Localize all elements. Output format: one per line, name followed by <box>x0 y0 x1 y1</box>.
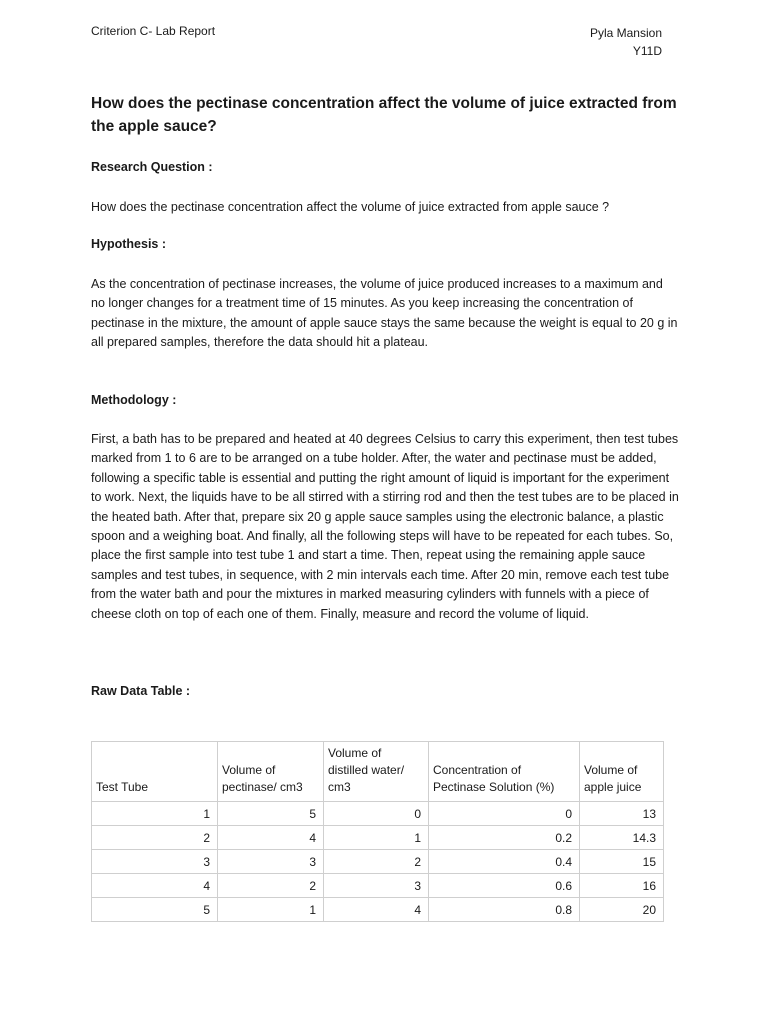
table-cell: 16 <box>580 874 664 898</box>
table-cell: 5 <box>218 802 324 826</box>
table-cell: 2 <box>92 826 218 850</box>
table-row <box>92 874 664 898</box>
table-cell: 0.2 <box>429 826 580 850</box>
hypothesis-heading: Hypothesis : <box>91 237 167 251</box>
header-class: Y11D <box>632 44 662 58</box>
research-question-heading: Research Question : <box>91 160 213 174</box>
table-cell: 0.4 <box>429 850 580 874</box>
header-course: Criterion C- Lab Report <box>91 24 216 38</box>
column-header: Volume of pectinase/ cm3 <box>218 742 324 802</box>
table-header-row <box>92 742 664 802</box>
table-cell: 2 <box>324 850 429 874</box>
table-cell: 14.3 <box>580 826 664 850</box>
table-cell: 1 <box>218 898 324 922</box>
column-header: Volume of apple juice <box>580 742 664 802</box>
column-header: Concentration of Pectinase Solution (%) <box>429 742 580 802</box>
header-author: Pyla Mansion <box>589 26 662 40</box>
table-cell: 3 <box>218 850 324 874</box>
table-cell: 4 <box>92 874 218 898</box>
table-cell: 0.6 <box>429 874 580 898</box>
table-cell: 0 <box>429 802 580 826</box>
column-header: Test Tube <box>92 742 218 802</box>
table-cell: 0 <box>324 802 429 826</box>
methodology-text: First, a bath has to be prepared and heated at 40 degrees Celsius to carry this experiment, then test tubes marked from 1 to 6 are to be arranged on a tube holder. After, the water and pectinase must be added, following a specific table is essential and putting the right amount of liquid is important for the experiment to work. Next, the liquids have to be all stirred with a stirring rod and then the test tubes are to be placed in the heated bath. After that, prepare six 20 g apple sauce samples using the electronic balance, a plastic spoon and a weighing boat. And finally, all the following steps will have to be repeated for each tubes. So, place the first sample into test tube 1 and start a time. Then, repeat using the remaining apple sauce samples and test tubes, in sequence, with 2 min intervals each time. After 20 min, remove each test tube from the water bath and pour the mixtures in marked measuring cylinders with funnels with a piece of cheese cloth on top of each one of them. Finally, measure and record the volume of liquid. <box>91 432 679 621</box>
table-cell: 20 <box>580 898 664 922</box>
table-cell: 5 <box>92 898 218 922</box>
table-row <box>92 802 664 826</box>
research-question-text: How does the pectinase concentration affect the volume of juice extracted from apple sauce ? <box>91 200 610 214</box>
table-cell: 2 <box>218 874 324 898</box>
table-row <box>92 898 664 922</box>
table-cell: 4 <box>324 898 429 922</box>
raw-data-heading: Raw Data Table : <box>91 684 191 698</box>
header-student-info <box>590 24 662 60</box>
column-header: Volume of distilled water/ cm3 <box>324 742 429 802</box>
table-row <box>92 826 664 850</box>
table-cell: 15 <box>580 850 664 874</box>
methodology-heading: Methodology : <box>91 393 177 407</box>
table-cell: 3 <box>92 850 218 874</box>
table-cell: 4 <box>218 826 324 850</box>
raw-data-table <box>91 741 664 922</box>
table-cell: 3 <box>324 874 429 898</box>
table-row <box>92 850 664 874</box>
table-cell: 13 <box>580 802 664 826</box>
table-cell: 1 <box>324 826 429 850</box>
table-cell: 1 <box>92 802 218 826</box>
page-title: How does the pectinase concentration affect the volume of juice extracted from the apple sauce? <box>91 95 677 135</box>
hypothesis-text: As the concentration of pectinase increases, the volume of juice produced increases to a maximum and no longer changes for a treatment time of 15 minutes. As you keep increasing the concentration of pectinase in the mixture, the amount of apple sauce stays the same because the weight is equal to 20 g in all prepared samples, therefore the data should hit a plateau. <box>91 277 678 350</box>
table-cell: 0.8 <box>429 898 580 922</box>
